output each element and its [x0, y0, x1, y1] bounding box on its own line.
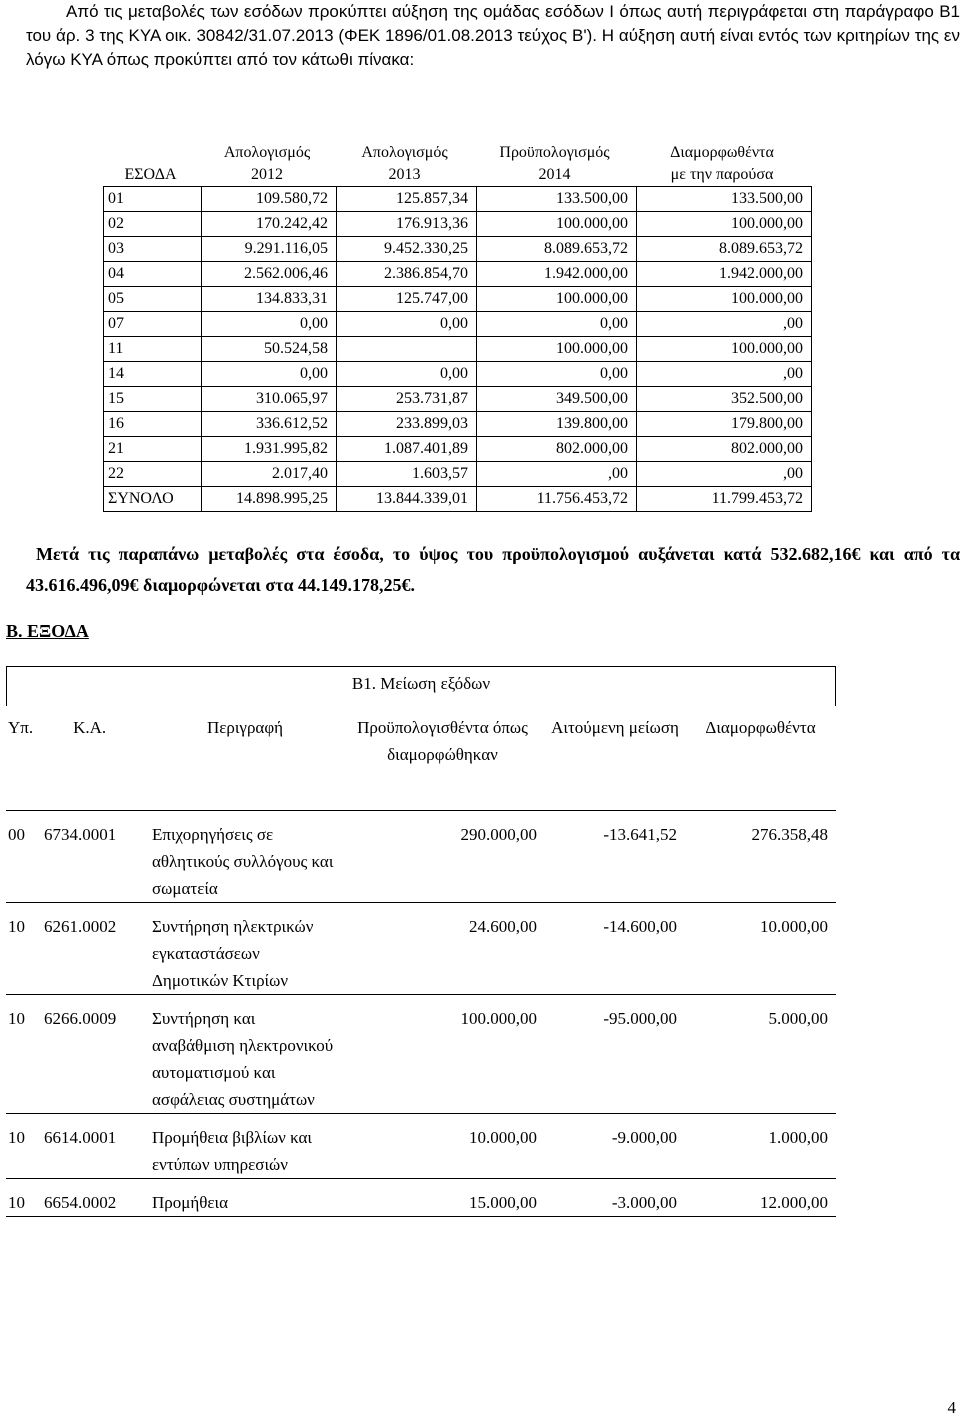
- revenue-value-cell: 100.000,00: [637, 336, 812, 361]
- expense-final-cell: 5.000,00: [685, 995, 836, 1114]
- revenue-value-cell: 125.857,34: [337, 186, 477, 211]
- revenue-code-cell: 15: [104, 386, 202, 411]
- table-row: [104, 461, 812, 486]
- expense-header-cell: Προϋπολογισθέντα όπως διαμορφώθηκαν: [340, 706, 545, 811]
- revenue-value-cell: 1.087.401,89: [337, 436, 477, 461]
- expense-description-cell: Συντήρηση ηλεκτρικών εγκαταστάσεων Δημοτικών Κτιρίων: [150, 903, 340, 995]
- revenue-header-cell: ΕΣΟΔΑ: [124, 165, 177, 183]
- expense-final-cell: 10.000,00: [685, 903, 836, 995]
- expense-ka: 6614.0001: [44, 1128, 117, 1147]
- revenue-value-cell: 1.603,57: [337, 461, 477, 486]
- revenue-value-cell: 233.899,03: [337, 411, 477, 436]
- revenue-value-cell: ,00: [637, 361, 812, 386]
- revenue-code-cell: 07: [104, 311, 202, 336]
- expense-reduction-cell: -95.000,00: [545, 995, 685, 1114]
- revenue-value-cell: 310.065,97: [202, 386, 337, 411]
- revenue-code-cell: 11: [104, 336, 202, 361]
- expense-yp: 00: [8, 825, 25, 844]
- revenue-value-cell: 2.017,40: [202, 461, 337, 486]
- page-number: 4: [947, 1398, 956, 1417]
- table-row: [6, 1114, 836, 1179]
- table-row: [104, 211, 812, 236]
- expense-table: [6, 706, 836, 1217]
- revenue-value-cell: 2.386.854,70: [337, 261, 477, 286]
- expense-header-cell: Υπ. Κ.Α.: [6, 706, 150, 811]
- revenue-value-cell: 9.452.330,25: [337, 236, 477, 261]
- expense-code-cell: [6, 903, 150, 995]
- expense-final-cell: 1.000,00: [685, 1114, 836, 1179]
- revenue-value-cell: 14.898.995,25: [202, 486, 337, 511]
- expense-yp: 10: [8, 1009, 25, 1028]
- table-row: [104, 436, 812, 461]
- table-row: [104, 286, 812, 311]
- revenue-value-cell: 8.089.653,72: [637, 236, 812, 261]
- revenue-code-cell: 01: [104, 186, 202, 211]
- revenue-value-cell: 349.500,00: [477, 386, 637, 411]
- revenue-value-cell: 11.799.453,72: [637, 486, 812, 511]
- revenue-value-cell: 100.000,00: [477, 211, 637, 236]
- budget-summary: Μετά τις παραπάνω μεταβολές στα έσοδα, το ύψος του προϋπολογισμού αυξάνεται κατά 532.682,16€ και από τα 43.616.496,09€ διαμορφώνεται στα 44.149.178,25€.: [26, 544, 960, 595]
- revenue-value-cell: 0,00: [477, 311, 637, 336]
- expense-budget-cell: 15.000,00: [340, 1179, 545, 1217]
- revenue-code-cell: 22: [104, 461, 202, 486]
- revenue-value-cell: 0,00: [477, 361, 637, 386]
- revenue-value-cell: 133.500,00: [637, 186, 812, 211]
- table-row: [104, 186, 812, 211]
- revenue-value-cell: 13.844.339,01: [337, 486, 477, 511]
- expense-header-row: [6, 706, 836, 811]
- expense-header-cell: Περιγραφή: [150, 706, 340, 811]
- revenue-value-cell: [337, 336, 477, 361]
- table-row: [6, 1179, 836, 1217]
- expense-table-title: Β1. Μείωση εξόδων: [6, 666, 836, 706]
- expense-ka: 6734.0001: [44, 825, 117, 844]
- revenue-value-cell: 0,00: [202, 361, 337, 386]
- revenue-value-cell: 0,00: [202, 311, 337, 336]
- expense-ka: 6261.0002: [44, 917, 117, 936]
- revenue-value-cell: 802.000,00: [637, 436, 812, 461]
- revenue-code-cell: 21: [104, 436, 202, 461]
- revenue-value-cell: 802.000,00: [477, 436, 637, 461]
- revenue-value-cell: 1.942.000,00: [477, 261, 637, 286]
- revenue-value-cell: 0,00: [337, 311, 477, 336]
- revenue-value-cell: 109.580,72: [202, 186, 337, 211]
- expense-code-cell: [6, 811, 150, 903]
- revenue-value-cell: 50.524,58: [202, 336, 337, 361]
- revenue-header-cell: Προϋπολογισμός 2014: [499, 143, 610, 183]
- revenue-value-cell: 134.833,31: [202, 286, 337, 311]
- revenue-value-cell: 336.612,52: [202, 411, 337, 436]
- revenue-value-cell: 253.731,87: [337, 386, 477, 411]
- expense-final-cell: 12.000,00: [685, 1179, 836, 1217]
- revenue-value-cell: 9.291.116,05: [202, 236, 337, 261]
- revenue-value-cell: 352.500,00: [637, 386, 812, 411]
- revenue-value-cell: 1.942.000,00: [637, 261, 812, 286]
- revenue-value-cell: 133.500,00: [477, 186, 637, 211]
- revenue-value-cell: 8.089.653,72: [477, 236, 637, 261]
- table-row: [104, 411, 812, 436]
- table-row: [104, 386, 812, 411]
- expense-description-cell: Προμήθεια βιβλίων και εντύπων υπηρεσιών: [150, 1114, 340, 1179]
- revenue-value-cell: ,00: [637, 461, 812, 486]
- revenue-code-cell: 14: [104, 361, 202, 386]
- expense-header-cell: Διαμορφωθέντα: [685, 706, 836, 811]
- revenue-header-row: [104, 136, 812, 186]
- revenue-value-cell: 139.800,00: [477, 411, 637, 436]
- revenue-table: [103, 136, 812, 512]
- revenue-value-cell: 2.562.006,46: [202, 261, 337, 286]
- revenue-value-cell: 176.913,36: [337, 211, 477, 236]
- table-row: [6, 995, 836, 1114]
- expense-yp: 10: [8, 1193, 25, 1212]
- expense-final-cell: 276.358,48: [685, 811, 836, 903]
- expense-code-cell: [6, 995, 150, 1114]
- table-row: [104, 311, 812, 336]
- revenue-code-cell: 16: [104, 411, 202, 436]
- table-row: [6, 811, 836, 903]
- revenue-value-cell: 179.800,00: [637, 411, 812, 436]
- revenue-value-cell: ,00: [637, 311, 812, 336]
- expense-budget-cell: 290.000,00: [340, 811, 545, 903]
- revenue-value-cell: 100.000,00: [477, 336, 637, 361]
- expense-description-cell: Επιχορηγήσεις σε αθλητικούς συλλόγους και σωματεία: [150, 811, 340, 903]
- expense-ka: 6654.0002: [44, 1193, 117, 1212]
- revenue-value-cell: 170.242,42: [202, 211, 337, 236]
- expense-yp: 10: [8, 1128, 25, 1147]
- revenue-code-cell: 02: [104, 211, 202, 236]
- table-row: [104, 336, 812, 361]
- expense-yp: 10: [8, 917, 25, 936]
- table-row: [104, 236, 812, 261]
- expense-budget-cell: 10.000,00: [340, 1114, 545, 1179]
- revenue-header-cell: Απολογισμός 2012: [223, 143, 311, 183]
- expense-table-body: [6, 811, 836, 1217]
- expense-reduction-cell: -13.641,52: [545, 811, 685, 903]
- table-row: [104, 361, 812, 386]
- revenue-value-cell: 100.000,00: [637, 211, 812, 236]
- revenue-code-cell: 05: [104, 286, 202, 311]
- revenue-value-cell: 1.931.995,82: [202, 436, 337, 461]
- expense-code-cell: [6, 1114, 150, 1179]
- revenue-code-cell: ΣΥΝΟΛΟ: [104, 486, 202, 511]
- expense-reduction-cell: -9.000,00: [545, 1114, 685, 1179]
- revenue-code-cell: 04: [104, 261, 202, 286]
- section-heading-expenses: Β. ΕΞΟΔΑ: [6, 621, 89, 641]
- expense-description-cell: Συντήρηση και αναβάθμιση ηλεκτρονικού αυτοματισμού και ασφάλειας συστημάτων: [150, 995, 340, 1114]
- expense-budget-cell: 24.600,00: [340, 903, 545, 995]
- expense-ka: 6266.0009: [44, 1009, 117, 1028]
- table-row: [6, 903, 836, 995]
- revenue-value-cell: 11.756.453,72: [477, 486, 637, 511]
- revenue-table-body: [104, 186, 812, 511]
- intro-paragraph: Από τις μεταβολές των εσόδων προκύπτει αύξηση της ομάδας εσόδων Ι όπως αυτή περιγράφεται στη παράγραφο Β1 του άρ. 3 της ΚΥΑ οικ. 30842/31.07.2013 (ΦΕΚ 1896/01.08.2013 τεύχος Β'). Η αύξηση αυτή είναι εντός των κριτηρίων της εν λόγω ΚΥΑ όπως προκύπτει από τον κάτωθι πίνακα:: [26, 2, 960, 69]
- table-row: [104, 261, 812, 286]
- expense-description-cell: Προμήθεια: [150, 1179, 340, 1217]
- expense-code-cell: [6, 1179, 150, 1217]
- expense-budget-cell: 100.000,00: [340, 995, 545, 1114]
- revenue-header-cell: Απολογισμός 2013: [361, 143, 448, 183]
- table-row: [104, 486, 812, 511]
- revenue-header-cell: Διαμορφωθέντα με την παρούσα: [670, 143, 774, 183]
- revenue-value-cell: 0,00: [337, 361, 477, 386]
- revenue-value-cell: 100.000,00: [477, 286, 637, 311]
- revenue-code-cell: 03: [104, 236, 202, 261]
- expense-reduction-cell: -14.600,00: [545, 903, 685, 995]
- expense-header-cell: Αιτούμενη μείωση: [545, 706, 685, 811]
- revenue-value-cell: ,00: [477, 461, 637, 486]
- revenue-value-cell: 125.747,00: [337, 286, 477, 311]
- expense-reduction-cell: -3.000,00: [545, 1179, 685, 1217]
- revenue-value-cell: 100.000,00: [637, 286, 812, 311]
